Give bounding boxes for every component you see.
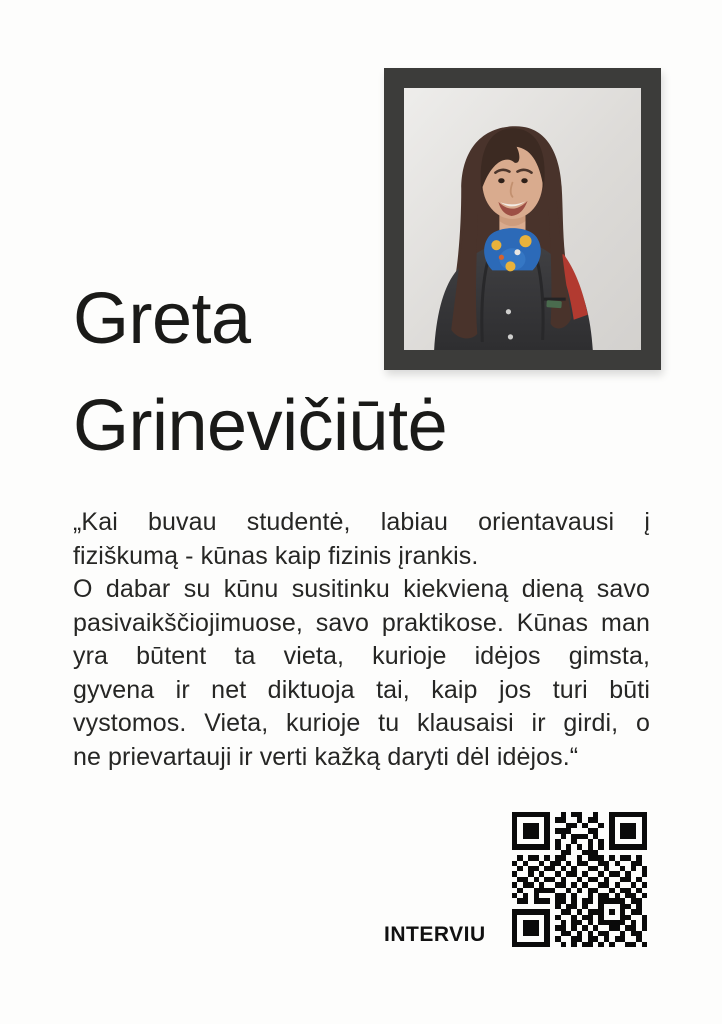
quote-line: yra būtent ta vieta, kurioje idėjos gimsta, <box>73 642 650 670</box>
quote-line: gyvena ir net diktuoja tai, kaip jos turi būti <box>73 675 650 704</box>
title-last-name: Grinevičiūtė <box>73 386 448 466</box>
qr-code <box>512 812 647 947</box>
page-title <box>73 266 447 480</box>
quote-line: „Kai buvau studentė, labiau orientavausi į <box>73 508 650 536</box>
quote-line: ne prievartauji ir verti kažką daryti dėl idėjos.“ <box>73 742 579 771</box>
quote-line: O dabar su kūnu susitinku kiekvieną dieną savo <box>73 575 650 603</box>
interviu-label: INTERVIU <box>384 923 486 946</box>
title-first-name: Greta <box>73 279 251 359</box>
quote-line: fiziškumą - kūnas kaip fizinis įrankis. <box>73 541 479 570</box>
quote-line: vystomos. Vieta, kurioje tu klausaisi ir girdi, o <box>73 709 650 737</box>
quote-line: pasivaikščiojimuose, savo praktikose. Kūnas man <box>73 608 650 637</box>
quote-block <box>73 506 650 774</box>
